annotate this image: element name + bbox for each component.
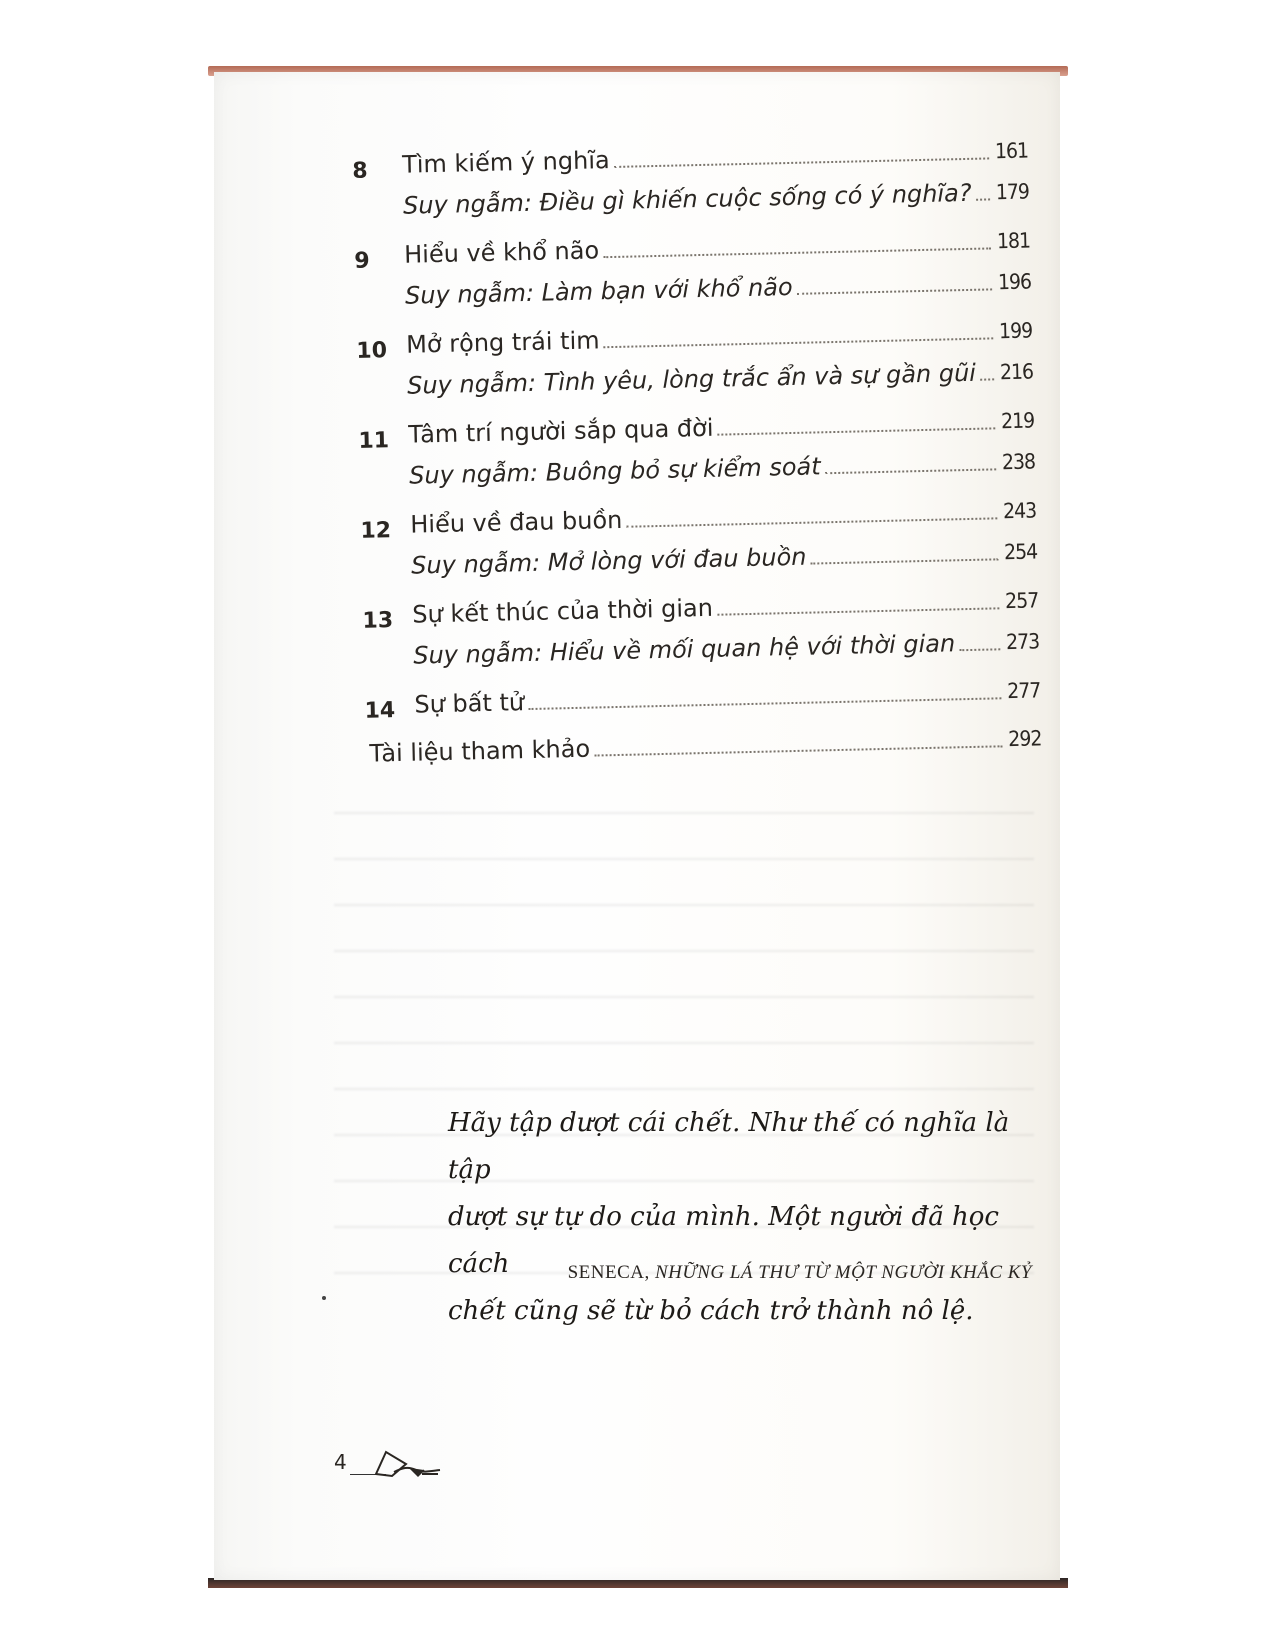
leader-dots	[718, 427, 996, 435]
stray-mark	[322, 1296, 326, 1300]
epigraph-line: Hãy tập dượt cái chết. Như thế có nghĩa là tập	[448, 1108, 1010, 1185]
toc-entry-chapter-9[interactable]	[354, 222, 1031, 274]
leader-dots	[980, 378, 994, 380]
page-number: 4	[334, 1450, 347, 1474]
toc-entry-reflection-10[interactable]	[361, 353, 1034, 402]
reflection-title: Suy ngẫm: Làm bạn với khổ não	[404, 272, 793, 310]
toc-entry-chapter-8[interactable]	[352, 132, 1029, 184]
toc-entry-reflection-8[interactable]	[357, 173, 1030, 222]
toc-entry-chapter-12[interactable]	[360, 491, 1037, 544]
chapter-number: 12	[360, 518, 392, 544]
page-ref: 277	[1006, 678, 1041, 704]
page-ref: 196	[997, 269, 1032, 295]
pen-flourish-icon	[372, 1444, 444, 1484]
leader-dots	[811, 558, 999, 564]
page-ref: 219	[1000, 408, 1035, 434]
page-ref: 238	[1001, 449, 1036, 475]
chapter-number: 14	[364, 698, 396, 724]
page-ref: 257	[1004, 588, 1039, 614]
leader-dots	[603, 247, 991, 258]
chapter-number: 11	[358, 428, 390, 454]
toc-entry-chapter-11[interactable]	[358, 401, 1035, 454]
leader-dots	[614, 157, 989, 168]
leader-dots	[528, 697, 1001, 710]
toc-entry-reflection-12[interactable]	[365, 532, 1038, 581]
chapter-number: 9	[354, 248, 370, 274]
chapter-number: 8	[352, 158, 368, 184]
reflection-title: Suy ngẫm: Mở lòng với đau buồn	[410, 542, 807, 580]
leader-dots	[594, 745, 1002, 756]
page-ref: 273	[1005, 629, 1040, 655]
toc-entry-chapter-13[interactable]	[362, 581, 1039, 634]
leader-dots	[604, 337, 993, 348]
reflection-title: Suy ngẫm: Tình yêu, lòng trắc ẩn và sự gần gũi	[406, 358, 977, 400]
chapter-title: Tâm trí người sắp qua đời	[407, 413, 714, 449]
epigraph-line: dượt sự tự do của mình. Một người đã học cách	[448, 1202, 999, 1279]
leader-dots	[825, 468, 996, 474]
toc-entry-reflection-9[interactable]	[359, 263, 1032, 312]
page-ref: 243	[1002, 498, 1037, 524]
toc-entry-references[interactable]	[369, 719, 1042, 768]
leader-dots	[797, 288, 992, 294]
leader-dots	[626, 517, 997, 527]
leader-dots	[976, 198, 990, 200]
toc-entry-reflection-11[interactable]	[363, 442, 1036, 491]
author-name: SENECA,	[567, 1262, 650, 1283]
leader-dots	[959, 648, 1000, 651]
epigraph-attribution	[556, 1262, 1032, 1284]
book-page	[214, 72, 1060, 1580]
page-ref: 199	[998, 318, 1033, 344]
page-ref: 254	[1003, 539, 1038, 565]
chapter-number: 10	[356, 338, 388, 364]
toc-entry-chapter-10[interactable]	[356, 312, 1033, 364]
chapter-title: Hiểu về đau buồn	[410, 505, 623, 539]
leader-dots	[717, 607, 999, 615]
table-of-contents	[214, 72, 1060, 1580]
epigraph-line: chết cũng sẽ từ bỏ cách trở thành nô lệ.	[448, 1296, 974, 1326]
chapter-title: Sự kết thúc của thời gian	[412, 593, 714, 629]
chapter-title: Hiểu về khổ não	[403, 236, 600, 269]
page-ref: 216	[999, 359, 1034, 385]
page-ref: 179	[995, 179, 1030, 205]
page-ref: 292	[1008, 726, 1042, 752]
page-ref: 161	[994, 138, 1029, 164]
toc-entry-chapter-14[interactable]	[364, 671, 1041, 724]
chapter-title: Tìm kiếm ý nghĩa	[401, 146, 610, 179]
epigraph-quote	[448, 1100, 1030, 1335]
toc-entry-reflection-13[interactable]	[367, 622, 1040, 671]
page-ref: 181	[996, 228, 1031, 254]
source-title: NHỮNG LÁ THƯ TỪ MỘT NGƯỜI KHẮC KỶ	[655, 1262, 1032, 1283]
chapter-title: Mở rộng trái tim	[405, 326, 600, 359]
chapter-title: Sự bất tử	[414, 688, 525, 719]
chapter-number: 13	[362, 608, 394, 634]
reflection-title: Suy ngẫm: Hiểu về mối quan hệ với thời gian	[412, 629, 956, 670]
reflection-title: Suy ngẫm: Điều gì khiến cuộc sống có ý nghĩa?	[402, 178, 972, 220]
references-title: Tài liệu tham khảo	[369, 734, 591, 768]
reflection-title: Suy ngẫm: Buông bỏ sự kiểm soát	[408, 452, 821, 490]
